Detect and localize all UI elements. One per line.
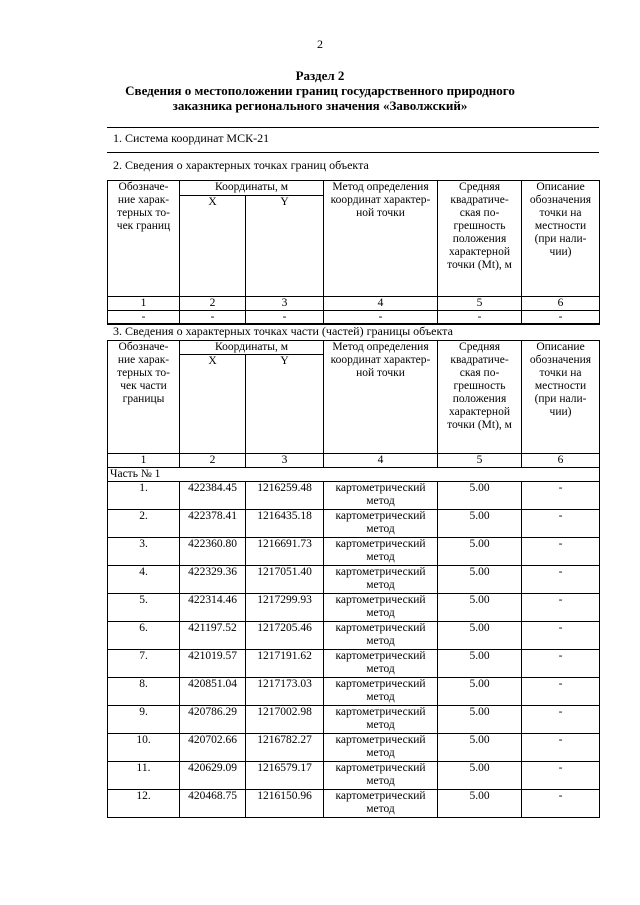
page-number: 2 <box>317 37 323 51</box>
cell-n: 11. <box>108 762 180 790</box>
table-row <box>108 678 600 706</box>
header-coordinates: Координаты, м <box>180 181 324 196</box>
col-num: 5 <box>438 297 522 311</box>
table-row <box>108 510 600 538</box>
header-x: X <box>180 355 246 454</box>
cell-method: картометрический метод <box>324 734 438 762</box>
cell-n: 3. <box>108 538 180 566</box>
table-row <box>108 566 600 594</box>
cell-n: 7. <box>108 650 180 678</box>
coordinate-system-heading: 1. Система координат МСК-21 <box>107 127 599 153</box>
cell-err: 5.00 <box>438 706 522 734</box>
cell-x: 422360.80 <box>180 538 246 566</box>
cell-method: картометрический метод <box>324 650 438 678</box>
header-error: Средняя квадратиче-ская по-грешность положения характерной точки (Mt), м <box>438 341 522 454</box>
header-y: Y <box>246 196 324 297</box>
cell-x: 422329.36 <box>180 566 246 594</box>
data-rows <box>108 482 600 818</box>
cell-method: картометрический метод <box>324 510 438 538</box>
col-num: 6 <box>522 297 600 311</box>
cell-y: 1217051.40 <box>246 566 324 594</box>
col-num: 5 <box>438 454 522 468</box>
cell-method: картометрический метод <box>324 482 438 510</box>
col-num: 3 <box>246 297 324 311</box>
cell-y: 1216435.18 <box>246 510 324 538</box>
cell-err: 5.00 <box>438 510 522 538</box>
dash-cell: - <box>522 311 600 325</box>
col-num: 2 <box>180 297 246 311</box>
cell-desc: - <box>522 482 600 510</box>
table-row <box>108 706 600 734</box>
cell-y: 1216259.48 <box>246 482 324 510</box>
cell-method: картометрический метод <box>324 790 438 818</box>
cell-x: 420786.29 <box>180 706 246 734</box>
table-row <box>108 482 600 510</box>
cell-desc: - <box>522 594 600 622</box>
cell-err: 5.00 <box>438 566 522 594</box>
cell-y: 1216150.96 <box>246 790 324 818</box>
boundary-points-table <box>107 180 600 325</box>
col-num: 1 <box>108 454 180 468</box>
cell-n: 6. <box>108 622 180 650</box>
cell-desc: - <box>522 706 600 734</box>
table-row <box>108 594 600 622</box>
cell-y: 1217173.03 <box>246 678 324 706</box>
header-description: Описание обозначения точки на местности (при нали-чии) <box>522 181 600 297</box>
cell-y: 1217002.98 <box>246 706 324 734</box>
part-label: Часть № 1 <box>108 468 600 482</box>
cell-x: 420702.66 <box>180 734 246 762</box>
cell-desc: - <box>522 678 600 706</box>
cell-y: 1216579.17 <box>246 762 324 790</box>
cell-y: 1217299.93 <box>246 594 324 622</box>
cell-x: 421197.52 <box>180 622 246 650</box>
cell-desc: - <box>522 566 600 594</box>
cell-err: 5.00 <box>438 482 522 510</box>
col-num: 6 <box>522 454 600 468</box>
boundary-points-heading: 2. Сведения о характерных точках границ объекта <box>113 158 369 172</box>
cell-err: 5.00 <box>438 622 522 650</box>
header-error: Средняя квадратиче-ская по-грешность положения характерной точки (Mt), м <box>438 181 522 297</box>
cell-desc: - <box>522 790 600 818</box>
cell-n: 4. <box>108 566 180 594</box>
cell-err: 5.00 <box>438 734 522 762</box>
cell-n: 8. <box>108 678 180 706</box>
dash-cell: - <box>324 311 438 325</box>
part-boundary-points-table <box>107 340 600 818</box>
cell-desc: - <box>522 538 600 566</box>
cell-x: 420629.09 <box>180 762 246 790</box>
cell-method: картометрический метод <box>324 622 438 650</box>
col-num: 1 <box>108 297 180 311</box>
title-line-2: Сведения о местоположении границ государственного природного <box>125 83 515 98</box>
header-coordinates: Координаты, м <box>180 341 324 355</box>
title-line-3: заказника регионального значения «Заволжский» <box>172 98 468 113</box>
cell-err: 5.00 <box>438 538 522 566</box>
cell-err: 5.00 <box>438 762 522 790</box>
cell-method: картометрический метод <box>324 706 438 734</box>
cell-y: 1216691.73 <box>246 538 324 566</box>
cell-n: 12. <box>108 790 180 818</box>
cell-x: 420468.75 <box>180 790 246 818</box>
header-x: X <box>180 196 246 297</box>
dash-cell: - <box>438 311 522 325</box>
dash-cell: - <box>246 311 324 325</box>
col-num: 2 <box>180 454 246 468</box>
col-num: 3 <box>246 454 324 468</box>
cell-err: 5.00 <box>438 594 522 622</box>
dash-cell: - <box>108 311 180 325</box>
cell-x: 422378.41 <box>180 510 246 538</box>
table-row <box>108 762 600 790</box>
cell-x: 420851.04 <box>180 678 246 706</box>
header-y: Y <box>246 355 324 454</box>
cell-err: 5.00 <box>438 790 522 818</box>
cell-n: 10. <box>108 734 180 762</box>
header-description: Описание обозначения точки на местности (при нали-чии) <box>522 341 600 454</box>
dash-cell: - <box>180 311 246 325</box>
cell-desc: - <box>522 510 600 538</box>
table-row <box>108 538 600 566</box>
cell-method: картометрический метод <box>324 762 438 790</box>
header-method: Метод определения координат характер-ной точки <box>324 341 438 454</box>
cell-desc: - <box>522 650 600 678</box>
cell-n: 2. <box>108 510 180 538</box>
header-method: Метод определения координат характер-ной точки <box>324 181 438 297</box>
cell-method: картометрический метод <box>324 594 438 622</box>
table-row <box>108 650 600 678</box>
table-row <box>108 790 600 818</box>
cell-err: 5.00 <box>438 678 522 706</box>
cell-n: 5. <box>108 594 180 622</box>
header-point-designation: Обозначе-ние харак-терных то-чек границ <box>108 181 180 297</box>
cell-y: 1216782.27 <box>246 734 324 762</box>
section-title <box>0 68 640 113</box>
part-boundary-points-heading: 3. Сведения о характерных точках части (частей) границы объекта <box>107 323 599 340</box>
cell-desc: - <box>522 734 600 762</box>
cell-method: картометрический метод <box>324 566 438 594</box>
cell-x: 422384.45 <box>180 482 246 510</box>
col-num: 4 <box>324 454 438 468</box>
title-line-1: Раздел 2 <box>295 68 345 83</box>
table-row <box>108 734 600 762</box>
cell-method: картометрический метод <box>324 678 438 706</box>
cell-x: 421019.57 <box>180 650 246 678</box>
cell-y: 1217205.46 <box>246 622 324 650</box>
cell-n: 1. <box>108 482 180 510</box>
cell-err: 5.00 <box>438 650 522 678</box>
header-point-designation: Обозначе-ние харак-терных то-чек части границы <box>108 341 180 454</box>
cell-desc: - <box>522 622 600 650</box>
cell-x: 422314.46 <box>180 594 246 622</box>
col-num: 4 <box>324 297 438 311</box>
cell-method: картометрический метод <box>324 538 438 566</box>
cell-y: 1217191.62 <box>246 650 324 678</box>
table-row <box>108 622 600 650</box>
cell-desc: - <box>522 762 600 790</box>
cell-n: 9. <box>108 706 180 734</box>
